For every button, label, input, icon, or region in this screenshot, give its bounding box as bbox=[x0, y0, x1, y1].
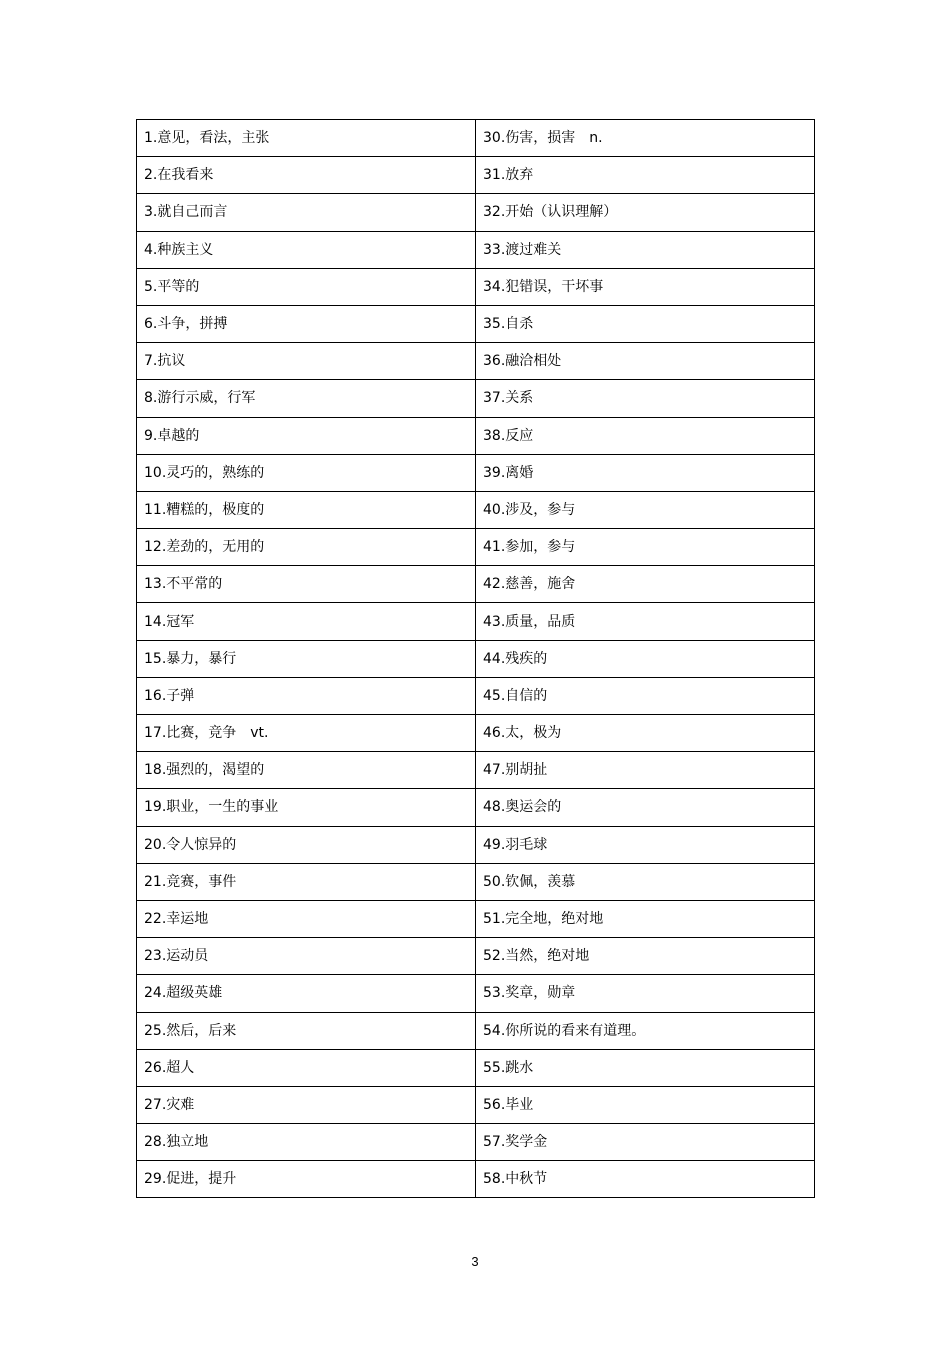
table-cell-left: 12.差劲的，无用的 bbox=[137, 529, 476, 566]
table-cell-right: 30.伤害，损害 n. bbox=[476, 120, 815, 157]
table-row bbox=[137, 566, 815, 603]
table-cell-right: 34.犯错误，干坏事 bbox=[476, 268, 815, 305]
table-cell-right: 40.涉及，参与 bbox=[476, 491, 815, 528]
table-cell-left: 6.斗争，拼搏 bbox=[137, 305, 476, 342]
table-row bbox=[137, 268, 815, 305]
table-cell-right: 33.渡过难关 bbox=[476, 231, 815, 268]
table-row bbox=[137, 938, 815, 975]
table-row bbox=[137, 157, 815, 194]
page-number: 3 bbox=[471, 1254, 479, 1269]
table-cell-left: 29.促进，提升 bbox=[137, 1161, 476, 1198]
table-row bbox=[137, 343, 815, 380]
table-cell-right: 53.奖章，勋章 bbox=[476, 975, 815, 1012]
table-row bbox=[137, 900, 815, 937]
table-row bbox=[137, 677, 815, 714]
table-row bbox=[137, 826, 815, 863]
table-cell-right: 55.跳水 bbox=[476, 1049, 815, 1086]
table-cell-left: 19.职业，一生的事业 bbox=[137, 789, 476, 826]
table-cell-left: 18.强烈的，渴望的 bbox=[137, 752, 476, 789]
table-cell-right: 31.放弃 bbox=[476, 157, 815, 194]
table-cell-right: 51.完全地，绝对地 bbox=[476, 900, 815, 937]
table-cell-right: 39.离婚 bbox=[476, 454, 815, 491]
table-cell-left: 9.卓越的 bbox=[137, 417, 476, 454]
table-row bbox=[137, 1012, 815, 1049]
table-cell-right: 54.你所说的看来有道理。 bbox=[476, 1012, 815, 1049]
table-cell-left: 25.然后，后来 bbox=[137, 1012, 476, 1049]
table-cell-right: 58.中秋节 bbox=[476, 1161, 815, 1198]
table-cell-right: 56.毕业 bbox=[476, 1086, 815, 1123]
table-cell-right: 45.自信的 bbox=[476, 677, 815, 714]
table-row bbox=[137, 120, 815, 157]
table-cell-right: 48.奥运会的 bbox=[476, 789, 815, 826]
table-cell-left: 8.游行示威，行军 bbox=[137, 380, 476, 417]
table-row bbox=[137, 603, 815, 640]
table-row bbox=[137, 752, 815, 789]
table-row bbox=[137, 715, 815, 752]
table-cell-left: 17.比赛，竞争 vt. bbox=[137, 715, 476, 752]
table-cell-right: 49.羽毛球 bbox=[476, 826, 815, 863]
table-cell-left: 10.灵巧的，熟练的 bbox=[137, 454, 476, 491]
table-cell-left: 16.子弹 bbox=[137, 677, 476, 714]
table-cell-left: 7.抗议 bbox=[137, 343, 476, 380]
table-row bbox=[137, 863, 815, 900]
table-cell-right: 38.反应 bbox=[476, 417, 815, 454]
table-cell-right: 42.慈善，施舍 bbox=[476, 566, 815, 603]
table-row bbox=[137, 491, 815, 528]
table-row bbox=[137, 1161, 815, 1198]
table-row bbox=[137, 380, 815, 417]
vocabulary-table bbox=[136, 119, 815, 1198]
table-row bbox=[137, 454, 815, 491]
table-cell-left: 4.种族主义 bbox=[137, 231, 476, 268]
table-cell-right: 37.关系 bbox=[476, 380, 815, 417]
table-row bbox=[137, 789, 815, 826]
table-cell-left: 28.独立地 bbox=[137, 1124, 476, 1161]
table-cell-left: 2.在我看来 bbox=[137, 157, 476, 194]
table-row bbox=[137, 975, 815, 1012]
table-row bbox=[137, 1124, 815, 1161]
table-cell-left: 13.不平常的 bbox=[137, 566, 476, 603]
table-cell-right: 50.钦佩，羡慕 bbox=[476, 863, 815, 900]
table-row bbox=[137, 640, 815, 677]
table-cell-right: 52.当然，绝对地 bbox=[476, 938, 815, 975]
table-cell-left: 24.超级英雄 bbox=[137, 975, 476, 1012]
table-cell-right: 32.开始（认识理解） bbox=[476, 194, 815, 231]
table-cell-left: 26.超人 bbox=[137, 1049, 476, 1086]
table-row bbox=[137, 1049, 815, 1086]
table-row bbox=[137, 194, 815, 231]
table-cell-left: 27.灾难 bbox=[137, 1086, 476, 1123]
table-row bbox=[137, 305, 815, 342]
table-cell-right: 35.自杀 bbox=[476, 305, 815, 342]
table-cell-left: 3.就自己而言 bbox=[137, 194, 476, 231]
table-row bbox=[137, 1086, 815, 1123]
table-row bbox=[137, 529, 815, 566]
table-cell-right: 44.残疾的 bbox=[476, 640, 815, 677]
table-cell-left: 23.运动员 bbox=[137, 938, 476, 975]
table-cell-left: 15.暴力，暴行 bbox=[137, 640, 476, 677]
table-cell-right: 41.参加，参与 bbox=[476, 529, 815, 566]
table-cell-right: 47.别胡扯 bbox=[476, 752, 815, 789]
vocabulary-table-body bbox=[137, 120, 815, 1198]
table-cell-left: 14.冠军 bbox=[137, 603, 476, 640]
table-cell-right: 46.太，极为 bbox=[476, 715, 815, 752]
table-row bbox=[137, 417, 815, 454]
table-cell-right: 57.奖学金 bbox=[476, 1124, 815, 1161]
table-cell-right: 43.质量，品质 bbox=[476, 603, 815, 640]
table-cell-left: 5.平等的 bbox=[137, 268, 476, 305]
table-cell-left: 22.幸运地 bbox=[137, 900, 476, 937]
table-cell-left: 11.糟糕的，极度的 bbox=[137, 491, 476, 528]
table-cell-right: 36.融洽相处 bbox=[476, 343, 815, 380]
table-cell-left: 20.令人惊异的 bbox=[137, 826, 476, 863]
table-row bbox=[137, 231, 815, 268]
table-cell-left: 1.意见，看法，主张 bbox=[137, 120, 476, 157]
table-cell-left: 21.竞赛，事件 bbox=[137, 863, 476, 900]
